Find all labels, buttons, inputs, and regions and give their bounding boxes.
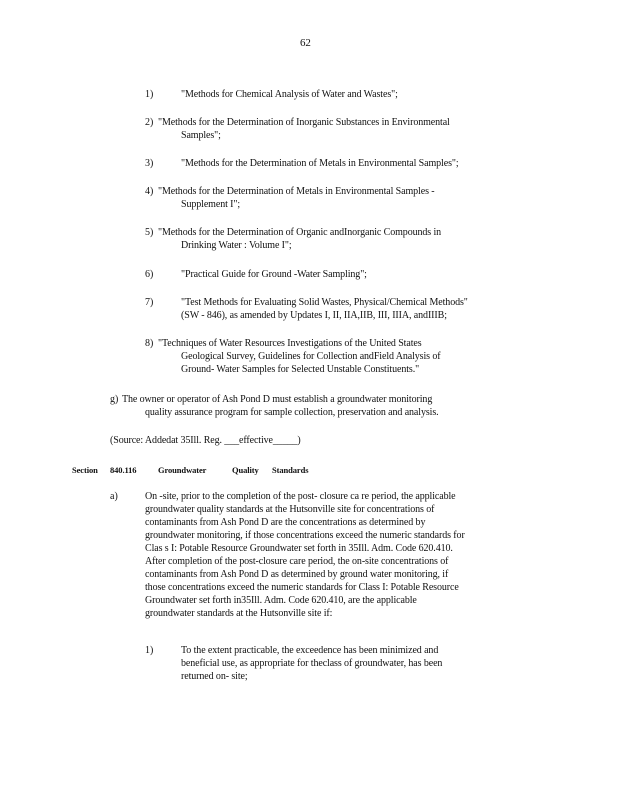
list-item-text: "Methods for the Determination of Organic andInorganic Compounds in bbox=[158, 227, 442, 238]
sub-item-text: beneficial use, as appropriate for theclass of groundwater, has been bbox=[181, 658, 443, 669]
list-item-text: "Methods for the Determination of Inorganic Substances in Environmental bbox=[158, 117, 450, 128]
list-item-text: "Methods for the Determination of Metals in Environmental Samples"; bbox=[181, 158, 459, 169]
source-note: (Source: Addedat 35Ill. Reg. ___effective_____) bbox=[110, 435, 301, 446]
paragraph-text: contaminants from Ash Pond D as determined by ground water monitoring, if bbox=[145, 569, 449, 580]
page-number: 62 bbox=[300, 37, 311, 49]
list-item-text: (SW - 846), as amended by Updates I, II, IIA,IIB, III, IIIA, andIIIB; bbox=[181, 310, 447, 321]
paragraph-text: After completion of the post-closure care period, the on-site concentrations of bbox=[145, 556, 449, 567]
list-item-text: "Practical Guide for Ground -Water Sampling"; bbox=[181, 269, 367, 280]
list-item-number: 8) bbox=[145, 338, 154, 349]
list-item-text: Drinking Water : Volume I"; bbox=[181, 240, 292, 251]
list-item-text: Supplement I"; bbox=[181, 199, 241, 210]
section-title-word: Standards bbox=[272, 465, 309, 475]
list-item-number: 3) bbox=[145, 158, 154, 169]
paragraph-label: a) bbox=[110, 491, 118, 502]
paragraph-text: groundwater monitoring, if those concentrations exceed the numeric standards for bbox=[145, 530, 465, 541]
paragraph-text: Groundwater set forth in35Ill. Adm. Code 620.410, are the applicable bbox=[145, 595, 417, 606]
sub-item-text: To the extent practicable, the exceedence has been minimized and bbox=[181, 645, 439, 656]
paragraph-text: groundwater standards at the Hutsonville site if: bbox=[145, 608, 333, 619]
paragraph-text: quality assurance program for sample collection, preservation and analysis. bbox=[145, 407, 439, 418]
section-number: 840.116 bbox=[110, 465, 137, 475]
list-item-number: 6) bbox=[145, 269, 154, 280]
paragraph-text: contaminants from Ash Pond D are the concentrations as determined by bbox=[145, 517, 426, 528]
section-title-word: Quality bbox=[232, 465, 259, 475]
sub-item-number: 1) bbox=[145, 645, 154, 656]
paragraph-text: The owner or operator of Ash Pond D must establish a groundwater monitoring bbox=[122, 394, 433, 405]
paragraph-label: g) bbox=[110, 394, 119, 405]
list-item-text: "Methods for the Determination of Metals in Environmental Samples - bbox=[158, 186, 435, 197]
list-item-text: "Techniques of Water Resources Investigations of the United States bbox=[158, 338, 422, 349]
paragraph-text: those concentrations exceed the numeric standards for Class I: Potable Resource bbox=[145, 582, 459, 593]
paragraph-text: Clas s I: Potable Resource Groundwater set forth in 35Ill. Adm. Code 620.410. bbox=[145, 543, 453, 554]
paragraph-text: On -site, prior to the completion of the post- closure ca re period, the applicable bbox=[145, 491, 456, 502]
list-item-number: 1) bbox=[145, 89, 154, 100]
list-item-text: Geological Survey, Guidelines for Collection andField Analysis of bbox=[181, 351, 441, 362]
section-label: Section bbox=[72, 465, 98, 475]
list-item-number: 7) bbox=[145, 297, 154, 308]
list-item-text: Ground- Water Samples for Selected Unstable Constituents." bbox=[181, 364, 420, 375]
sub-item-text: returned on- site; bbox=[181, 671, 248, 682]
list-item-text: "Test Methods for Evaluating Solid Wastes, Physical/Chemical Methods" bbox=[181, 297, 468, 308]
list-item-text: Samples"; bbox=[181, 130, 221, 141]
list-item-number: 4) bbox=[145, 186, 154, 197]
list-item-number: 5) bbox=[145, 227, 154, 238]
paragraph-text: groundwater quality standards at the Hutsonville site for concentrations of bbox=[145, 504, 435, 515]
list-item-text: "Methods for Chemical Analysis of Water and Wastes"; bbox=[181, 89, 398, 100]
section-title-word: Groundwater bbox=[158, 465, 207, 475]
list-item-number: 2) bbox=[145, 117, 154, 128]
